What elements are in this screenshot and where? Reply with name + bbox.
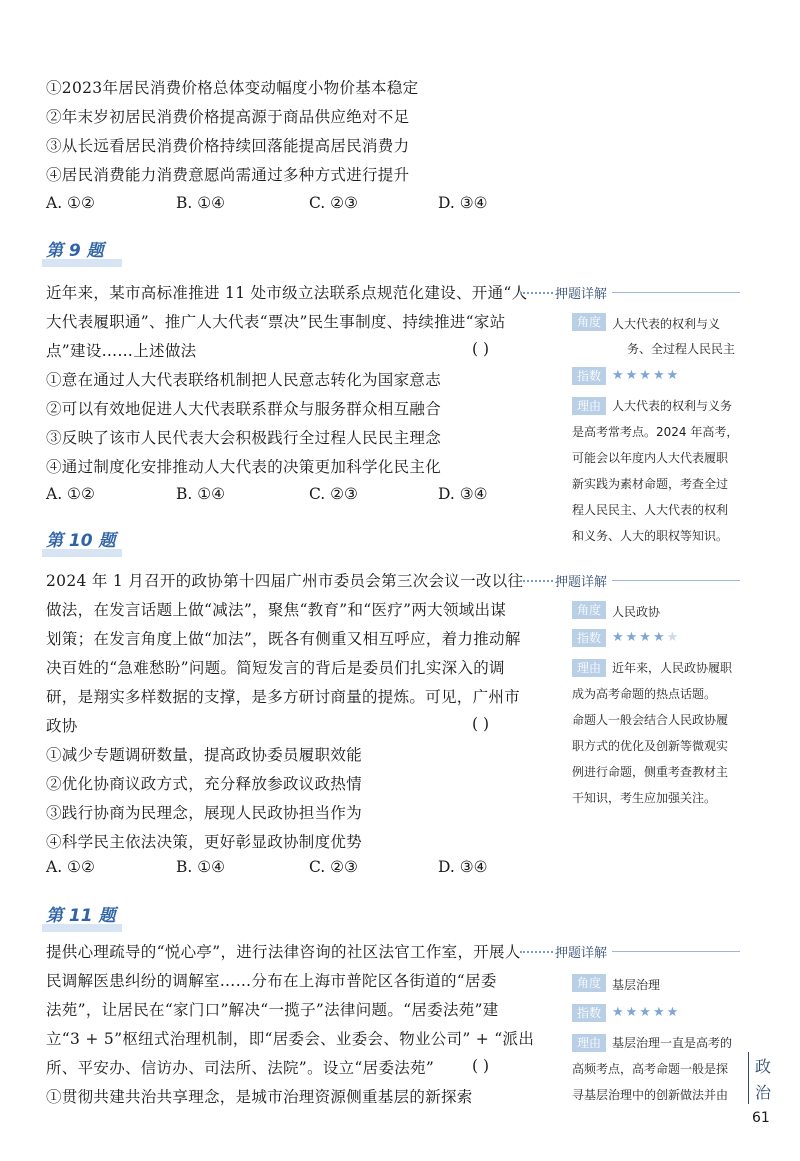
reason-line: 基层治理一直是高考的 (612, 1036, 733, 1050)
stem-line: 民调解医患纠纷的调解室……分布在上海市普陀区各街道的“居委 (46, 972, 497, 990)
rating-stars (612, 368, 680, 383)
heading-text: 第 11 题 (46, 906, 116, 926)
stem-line: 点”建设……上述做法 (46, 342, 197, 360)
angle-tag: 角度 (572, 974, 606, 992)
option-c[interactable]: C. ②③ (309, 485, 358, 503)
option-a[interactable]: A. ①② (46, 194, 95, 212)
option-c[interactable]: C. ②③ (309, 194, 358, 212)
stem-line: 研，是翔实多样数据的支撑，是多方研讨商量的提炼。可见，广州市 (46, 688, 521, 706)
aside-rule (612, 580, 740, 581)
statement: ④居民消费能力消费意愿尚需通过多种方式进行提升 (46, 166, 410, 184)
statement: ①意在通过人大代表联络机制把人民意志转化为国家意志 (46, 371, 442, 389)
option-c[interactable]: C. ②③ (309, 858, 358, 876)
stars-on: ★★★★ (612, 630, 667, 645)
angle-text: 务、全过程人民民主 (627, 342, 736, 356)
reason-line: 和义务、人大的职权等知识。 (572, 529, 729, 543)
aside-rule (612, 951, 740, 952)
option-b[interactable]: B. ①④ (176, 858, 226, 876)
tab-rule (748, 1052, 749, 1104)
answer-blank[interactable]: ( ) (472, 1057, 490, 1075)
reason-line: 职方式的优化及创新等微观实 (572, 739, 729, 753)
stem-line: 政协 (46, 717, 78, 735)
stem-line: 所、平安办、信访办、司法所、法院”。设立“居委法苑” (46, 1059, 435, 1077)
reason-line: 人大代表的权利与义务 (612, 399, 733, 413)
rating-stars (612, 1005, 680, 1020)
heading-text: 第 10 题 (46, 531, 116, 551)
statement: ①2023年居民消费价格总体变动幅度小物价基本稳定 (46, 79, 419, 97)
statement: ①贯彻共建共治共享理念，是城市治理资源侧重基层的新探索 (46, 1088, 473, 1106)
statement: ②年末岁初居民消费价格提高源于商品供应绝对不足 (46, 108, 410, 126)
option-d[interactable]: D. ③④ (438, 194, 488, 212)
reason-line: 命题人一般会结合人民政协履 (572, 713, 729, 727)
angle-tag: 角度 (572, 313, 606, 331)
stem-line: 2024 年 1 月召开的政协第十四届广州市委员会第三次会议一改以往 (46, 572, 524, 590)
reason-tag: 理由 (572, 397, 606, 415)
reason-line: 高频考点，高考命题一般是探 (572, 1062, 729, 1076)
reason-line: 干知识，考生应加强关注。 (572, 791, 717, 805)
question-heading (46, 236, 104, 261)
answer-blank[interactable]: ( ) (472, 715, 490, 733)
stars-on: ★★★★★ (612, 1005, 681, 1020)
reason-line: 寻基层治理中的创新做法并由 (572, 1088, 729, 1102)
statement: ①减少专题调研数量，提高政协委员履职效能 (46, 746, 363, 764)
index-tag: 指数 (572, 367, 606, 385)
stem-line: 做法，在发言话题上做“减法”，聚焦“教育”和“医疗”两大领域出谋 (46, 601, 507, 619)
page-number: 61 (752, 1110, 770, 1126)
stem-line: 提供心理疏导的“悦心亭”，进行法律咨询的社区法官工作室，开展人 (46, 943, 521, 961)
reason-line: 程人民民主、人大代表的权利 (572, 503, 729, 517)
reason-line: 新实践为素材命题，考查全过 (572, 477, 729, 491)
answer-blank[interactable]: ( ) (472, 340, 490, 358)
reason-line: 例进行命题，侧重考查教材主 (572, 765, 729, 779)
option-d[interactable]: D. ③④ (438, 485, 488, 503)
question-heading (46, 901, 116, 926)
option-d[interactable]: D. ③④ (438, 858, 488, 876)
reason-line: 成为高考命题的热点话题。 (572, 687, 717, 701)
reason-tag: 理由 (572, 659, 606, 677)
angle-text: 人大代表的权利与义 (612, 317, 721, 331)
subject-char: 治 (755, 1083, 772, 1102)
aside-rule (612, 292, 740, 293)
statement: ②优化协商议政方式，充分释放参政议政热情 (46, 775, 363, 793)
question-heading (46, 526, 116, 551)
statement: ④科学民主依法决策，更好彰显政协制度优势 (46, 833, 363, 851)
heading-text: 第 9 题 (46, 241, 104, 261)
stem-line: 法苑”，让居民在“家门口”解决“一揽子”法律问题。“居委法苑”建 (46, 1001, 499, 1019)
reason-line: 是高考常考点。2024 年高考， (572, 425, 739, 439)
stem-line: 大代表履职通”、推广人大代表“票决”民生事制度、持续推进“家站 (46, 313, 506, 331)
statement: ③践行协商为民理念，展现人民政协担当作为 (46, 804, 363, 822)
stem-line: 近年来，某市高标准推进 11 处市级立法联系点规范化建设、开通“人 (46, 284, 528, 302)
index-tag: 指数 (572, 629, 606, 647)
stars-off: ★ (666, 630, 681, 645)
rating-stars (612, 630, 680, 645)
stars-on: ★★★★★ (612, 368, 681, 383)
option-b[interactable]: B. ①④ (176, 485, 226, 503)
statement: ③反映了该市人民代表大会积极践行全过程人民民主理念 (46, 429, 442, 447)
aside-title: 押题详解 (555, 575, 608, 590)
reason-line: 近年来，人民政协履职 (612, 661, 733, 675)
aside-title: 押题详解 (555, 287, 608, 302)
index-tag: 指数 (572, 1004, 606, 1022)
statement: ④通过制度化安排推动人大代表的决策更加科学化民主化 (46, 458, 442, 476)
leader-dots (520, 580, 553, 582)
angle-text: 基层治理 (612, 978, 661, 992)
stem-line: 决百姓的“急难愁盼”问题。简短发言的背后是委员们扎实深入的调 (46, 659, 505, 677)
option-a[interactable]: A. ①② (46, 485, 95, 503)
stem-line: 立“3 + 5”枢纽式治理机制，即“居委会、业委会、物业公司” + “派出 (46, 1030, 535, 1048)
statement: ②可以有效地促进人大代表联系群众与服务群众相互融合 (46, 400, 442, 418)
option-b[interactable]: B. ①④ (176, 194, 226, 212)
reason-tag: 理由 (572, 1034, 606, 1052)
angle-tag: 角度 (572, 601, 606, 619)
stem-line: 划策；在发言角度上做“加法”，既各有侧重又相互呼应，着力推动解 (46, 630, 521, 648)
option-a[interactable]: A. ①② (46, 858, 95, 876)
angle-text: 人民政协 (612, 605, 661, 619)
reason-line: 可能会以年度内人大代表履职 (572, 451, 729, 465)
aside-title: 押题详解 (555, 946, 608, 961)
leader-dots (520, 292, 553, 294)
statement: ③从长远看居民消费价格持续回落能提高居民消费力 (46, 137, 410, 155)
leader-dots (520, 951, 553, 953)
subject-char: 政 (755, 1057, 772, 1076)
